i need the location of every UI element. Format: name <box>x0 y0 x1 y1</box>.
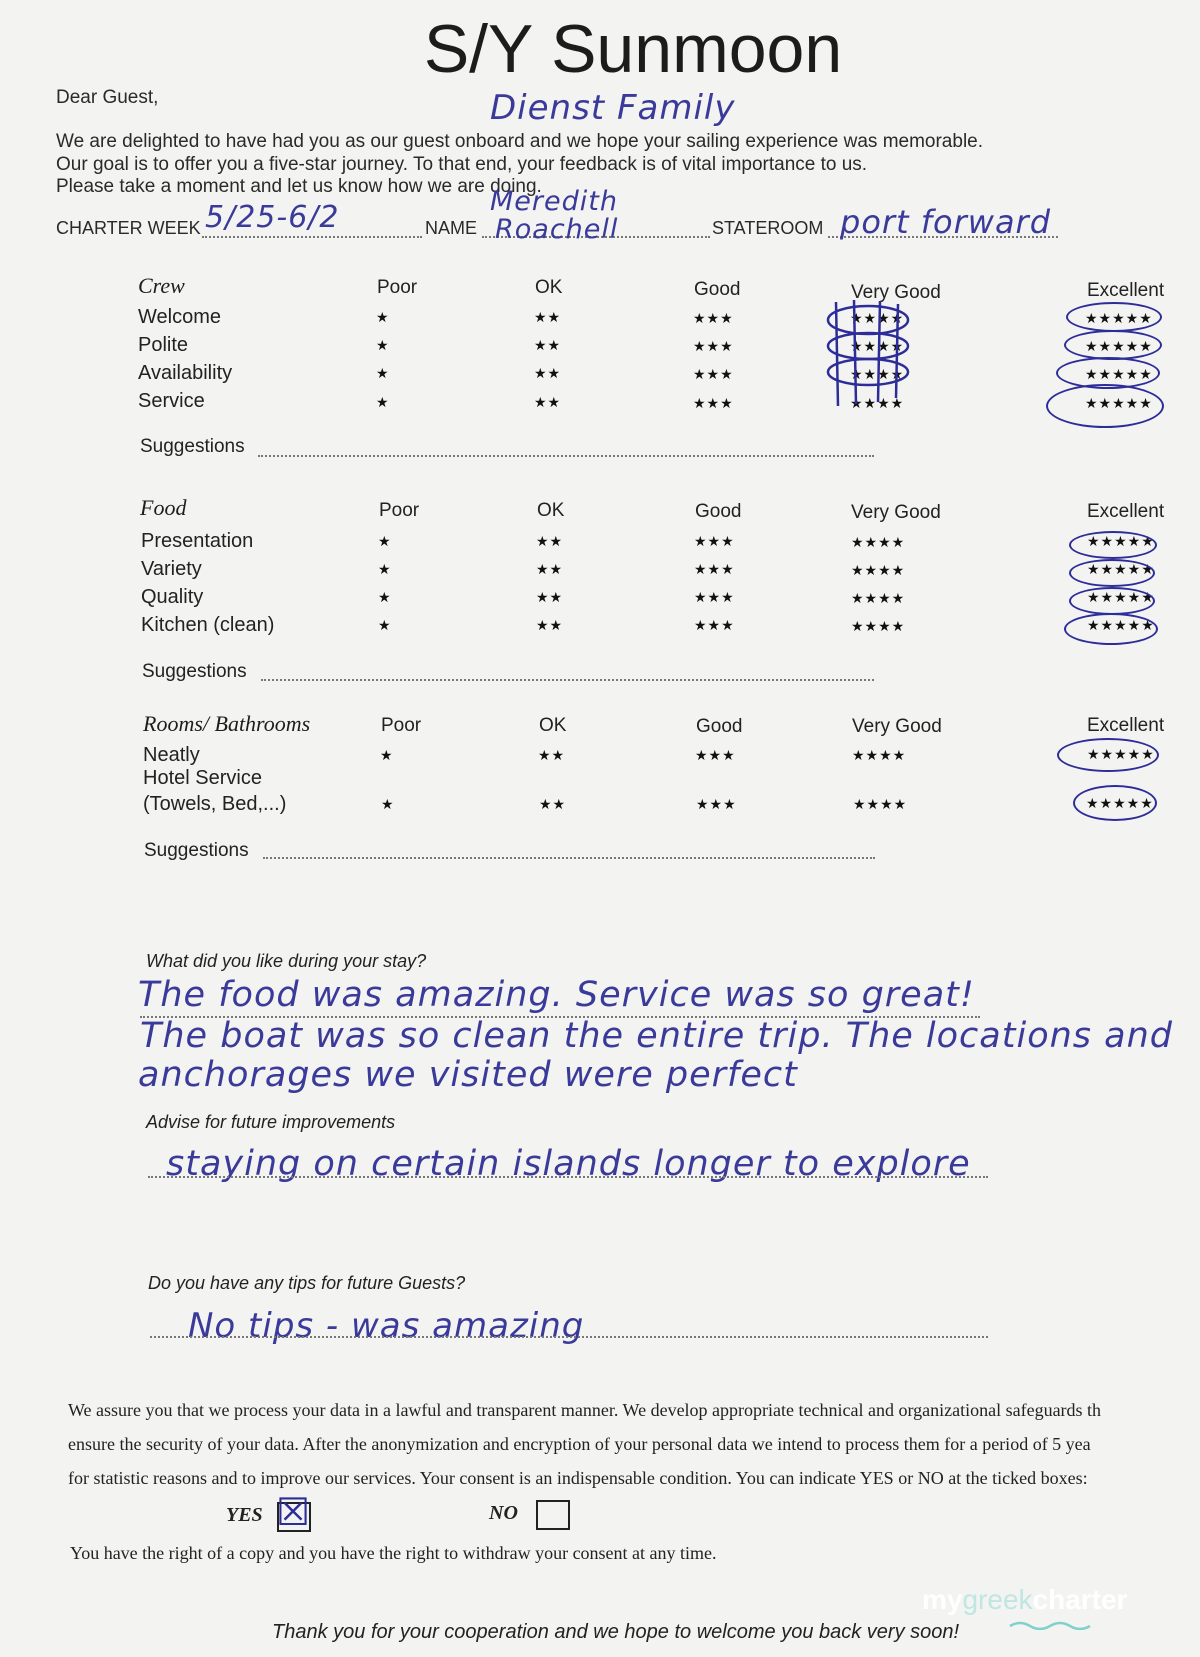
answer-line-rule <box>140 1016 980 1018</box>
rating-poor[interactable]: ★ <box>380 747 394 763</box>
rating-ok[interactable]: ★★ <box>536 589 564 605</box>
column-good: Good <box>694 279 741 300</box>
rating-very-good[interactable]: ★★★★ <box>852 747 907 763</box>
scribble-mark <box>822 298 914 412</box>
thanks-text: Thank you for your cooperation and we hope to welcome you back very soon! <box>272 1621 960 1643</box>
row-label: (Towels, Bed,...) <box>143 793 287 815</box>
selection-circle <box>1069 531 1157 559</box>
answer-line: The food was amazing. Service was so great! <box>138 975 975 1015</box>
rating-ok[interactable]: ★★ <box>534 365 562 381</box>
column-excellent: Excellent <box>1087 280 1165 301</box>
rating-ok[interactable]: ★★ <box>534 309 562 325</box>
rating-very-good[interactable]: ★★★★ <box>850 338 905 354</box>
section-heading: Rooms/ Bathrooms <box>143 711 311 736</box>
row-label: Kitchen (clean) <box>141 614 275 636</box>
rating-poor[interactable]: ★ <box>376 309 390 325</box>
consent-yes-label: YES <box>226 1504 263 1526</box>
rating-good[interactable]: ★★★ <box>695 747 736 763</box>
privacy-line: for statistic reasons and to improve our services. Your consent is an indispensable condition. You can indicate YES or NO at the ticked boxes: <box>68 1468 1088 1488</box>
rating-excellent[interactable]: ★★★★★ <box>1085 310 1153 326</box>
section-heading: Crew <box>138 273 185 298</box>
suggestions-label: Suggestions <box>144 840 249 861</box>
column-very-good: Very Good <box>852 716 942 737</box>
column-very-good: Very Good <box>851 502 941 523</box>
name-value-first: Meredith <box>490 186 618 217</box>
rating-ok[interactable]: ★★ <box>539 796 567 812</box>
rating-very-good[interactable]: ★★★★ <box>851 618 906 634</box>
suggestions-label: Suggestions <box>142 661 247 682</box>
check-x-icon: ☒ <box>276 1490 311 1534</box>
rating-good[interactable]: ★★★ <box>693 395 734 411</box>
consent-no-checkbox[interactable] <box>536 1500 570 1530</box>
rating-very-good[interactable]: ★★★★ <box>853 796 908 812</box>
column-very-good: Very Good <box>851 282 941 303</box>
row-label: Neatly <box>143 744 200 766</box>
rating-ok[interactable]: ★★ <box>536 533 564 549</box>
rating-poor[interactable]: ★ <box>378 561 392 577</box>
rating-very-good[interactable]: ★★★★ <box>851 562 906 578</box>
question-label: Advise for future improvements <box>146 1112 396 1132</box>
rating-good[interactable]: ★★★ <box>693 338 734 354</box>
selection-circle <box>1069 587 1155 615</box>
name-label: NAME <box>425 218 478 238</box>
rating-excellent[interactable]: ★★★★★ <box>1085 395 1153 411</box>
question-label: What did you like during your stay? <box>146 951 427 971</box>
rating-good[interactable]: ★★★ <box>696 796 737 812</box>
selection-circle <box>1064 613 1158 645</box>
answer-line: The boat was so clean the entire trip. The locations and <box>140 1016 1173 1056</box>
answer-line: staying on certain islands longer to explore <box>166 1144 971 1184</box>
greeting: Dear Guest, <box>56 87 159 108</box>
brand-part: greek <box>962 1584 1033 1615</box>
intro-line: We are delighted to have had you as our guest onboard and we hope your sailing experience was memorable. <box>56 131 984 152</box>
row-label: Service <box>138 390 205 412</box>
column-excellent: Excellent <box>1087 501 1165 522</box>
rating-poor[interactable]: ★ <box>378 617 392 633</box>
rating-ok[interactable]: ★★ <box>536 561 564 577</box>
column-good: Good <box>695 501 742 522</box>
selection-circle <box>1069 559 1155 587</box>
answer-line: anchorages we visited were perfect <box>138 1055 798 1095</box>
selection-circle <box>1066 302 1162 332</box>
row-label: Variety <box>141 558 202 580</box>
selection-circle <box>1046 384 1164 428</box>
rating-poor[interactable]: ★ <box>376 394 390 410</box>
suggestions-line[interactable] <box>261 679 874 681</box>
stateroom-value: port forward <box>840 203 1052 241</box>
rating-poor[interactable]: ★ <box>376 337 390 353</box>
answer-line-rule[interactable] <box>148 1176 988 1178</box>
rating-ok[interactable]: ★★ <box>534 394 562 410</box>
charter-week-label: CHARTER WEEK <box>56 218 201 238</box>
rating-excellent[interactable]: ★★★★★ <box>1087 589 1155 605</box>
column-good: Good <box>696 716 743 737</box>
row-label: Availability <box>138 362 233 384</box>
rating-poor[interactable]: ★ <box>378 533 392 549</box>
rating-very-good[interactable]: ★★★★ <box>850 310 905 326</box>
question-label: Do you have any tips for future Guests? <box>148 1273 466 1293</box>
column-poor: Poor <box>377 277 418 298</box>
rating-excellent[interactable]: ★★★★★ <box>1085 366 1153 382</box>
row-label: Hotel Service <box>143 767 262 789</box>
column-ok: OK <box>535 277 563 298</box>
rating-ok[interactable]: ★★ <box>534 337 562 353</box>
privacy-line: We assure you that we process your data in a lawful and transparent manner. We develop appropriate technical and organizational safeguards th <box>68 1400 1102 1420</box>
rights-text: You have the right of a copy and you have the right to withdraw your consent at any time. <box>70 1543 717 1563</box>
column-excellent: Excellent <box>1087 715 1165 736</box>
selection-circle <box>1073 785 1157 821</box>
rating-very-good[interactable]: ★★★★ <box>851 590 906 606</box>
rating-good[interactable]: ★★★ <box>693 310 734 326</box>
rating-very-good[interactable]: ★★★★ <box>850 366 905 382</box>
rating-very-good[interactable]: ★★★★ <box>850 395 905 411</box>
suggestions-label: Suggestions <box>140 436 245 457</box>
brand-watermark <box>922 1584 1127 1616</box>
suggestions-line[interactable] <box>258 455 874 457</box>
row-label: Polite <box>138 334 189 356</box>
rating-excellent[interactable]: ★★★★★ <box>1087 533 1155 549</box>
column-ok: OK <box>537 500 565 521</box>
name-value-last: Roachell <box>495 214 619 245</box>
rating-excellent[interactable]: ★★★★★ <box>1087 746 1155 762</box>
page-title: S/Y Sunmoon <box>423 11 843 87</box>
intro-line: Our goal is to offer you a five-star journey. To that end, your feedback is of vital importance to us. <box>56 154 868 175</box>
rating-poor[interactable]: ★ <box>378 589 392 605</box>
rating-good[interactable]: ★★★ <box>694 589 735 605</box>
guest-family-handwritten: Dienst Family <box>490 88 736 128</box>
wave-icon <box>1008 1620 1100 1630</box>
rating-good[interactable]: ★★★ <box>694 533 735 549</box>
row-label: Presentation <box>141 530 254 552</box>
rating-good[interactable]: ★★★ <box>693 366 734 382</box>
row-label: Welcome <box>138 306 221 328</box>
intro-line: Please take a moment and let us know how we are doing. <box>56 176 542 197</box>
answer-line: No tips - was amazing <box>188 1306 585 1346</box>
selection-circle <box>1057 738 1159 772</box>
rating-poor[interactable]: ★ <box>376 365 390 381</box>
brand-part: charter <box>1032 1584 1128 1615</box>
rating-ok[interactable]: ★★ <box>536 617 564 633</box>
rating-poor[interactable]: ★ <box>381 796 395 812</box>
selection-circle <box>1064 330 1162 360</box>
suggestions-line[interactable] <box>263 857 875 859</box>
rating-good[interactable]: ★★★ <box>694 617 735 633</box>
rating-excellent[interactable]: ★★★★★ <box>1087 561 1155 577</box>
stateroom-label: STATEROOM <box>712 218 824 238</box>
charter-week-value: 5/25-6/2 <box>205 200 340 235</box>
column-poor: Poor <box>379 500 420 521</box>
rating-very-good[interactable]: ★★★★ <box>851 534 906 550</box>
rating-excellent[interactable]: ★★★★★ <box>1087 617 1155 633</box>
column-ok: OK <box>539 715 567 736</box>
rating-good[interactable]: ★★★ <box>694 561 735 577</box>
consent-no-label: NO <box>489 1502 518 1524</box>
row-label: Quality <box>141 586 204 608</box>
consent-yes-checkbox[interactable] <box>276 1490 311 1534</box>
section-heading: Food <box>140 495 187 520</box>
rating-excellent[interactable]: ★★★★★ <box>1086 795 1154 811</box>
brand-part: my <box>922 1584 963 1615</box>
privacy-line: ensure the security of your data. After the anonymization and encryption of your personal data we intend to process them for a period of 5 yea <box>68 1434 1091 1454</box>
rating-ok[interactable]: ★★ <box>538 747 566 763</box>
rating-excellent[interactable]: ★★★★★ <box>1085 338 1153 354</box>
column-poor: Poor <box>381 715 422 736</box>
answer-line-rule[interactable] <box>150 1336 988 1338</box>
